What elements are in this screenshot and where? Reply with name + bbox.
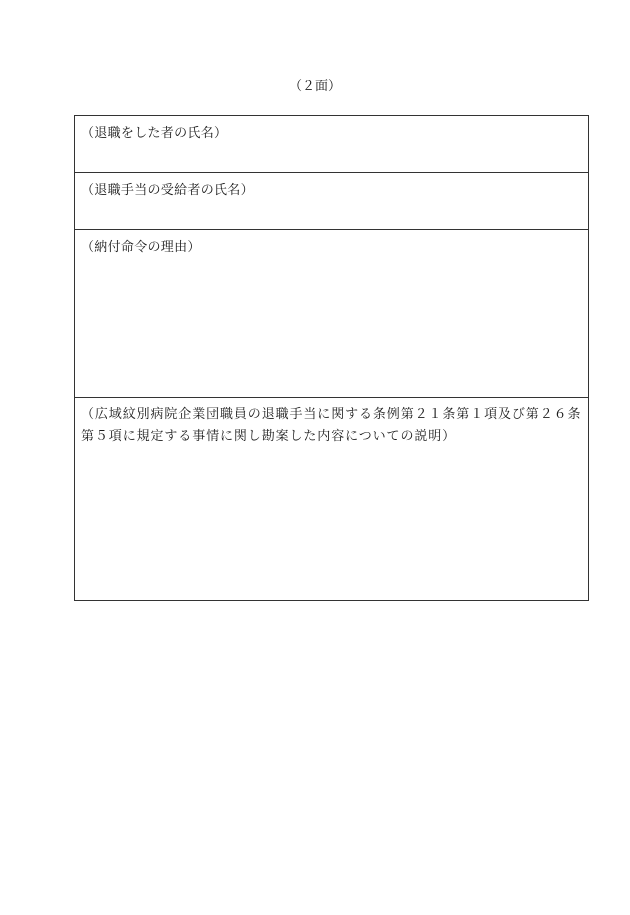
considered-circumstances-label: （広域紋別病院企業団職員の退職手当に関する条例第２１条第１項及び第２６条第５項に規定する事情に関し勘案した内容についての説明）: [81, 407, 582, 444]
considered-circumstances-row: [75, 398, 588, 600]
allowance-recipient-name-label: （退職手当の受給者の氏名）: [81, 183, 254, 198]
form-table: [74, 115, 589, 601]
payment-order-reason-row: [75, 230, 588, 398]
allowance-recipient-name-row: [75, 173, 588, 230]
retiree-name-label: （退職をした者の氏名）: [81, 126, 228, 141]
page-number: （２面）: [288, 79, 341, 94]
payment-order-reason-label: （納付命令の理由）: [81, 240, 201, 255]
retiree-name-row: [75, 116, 588, 173]
